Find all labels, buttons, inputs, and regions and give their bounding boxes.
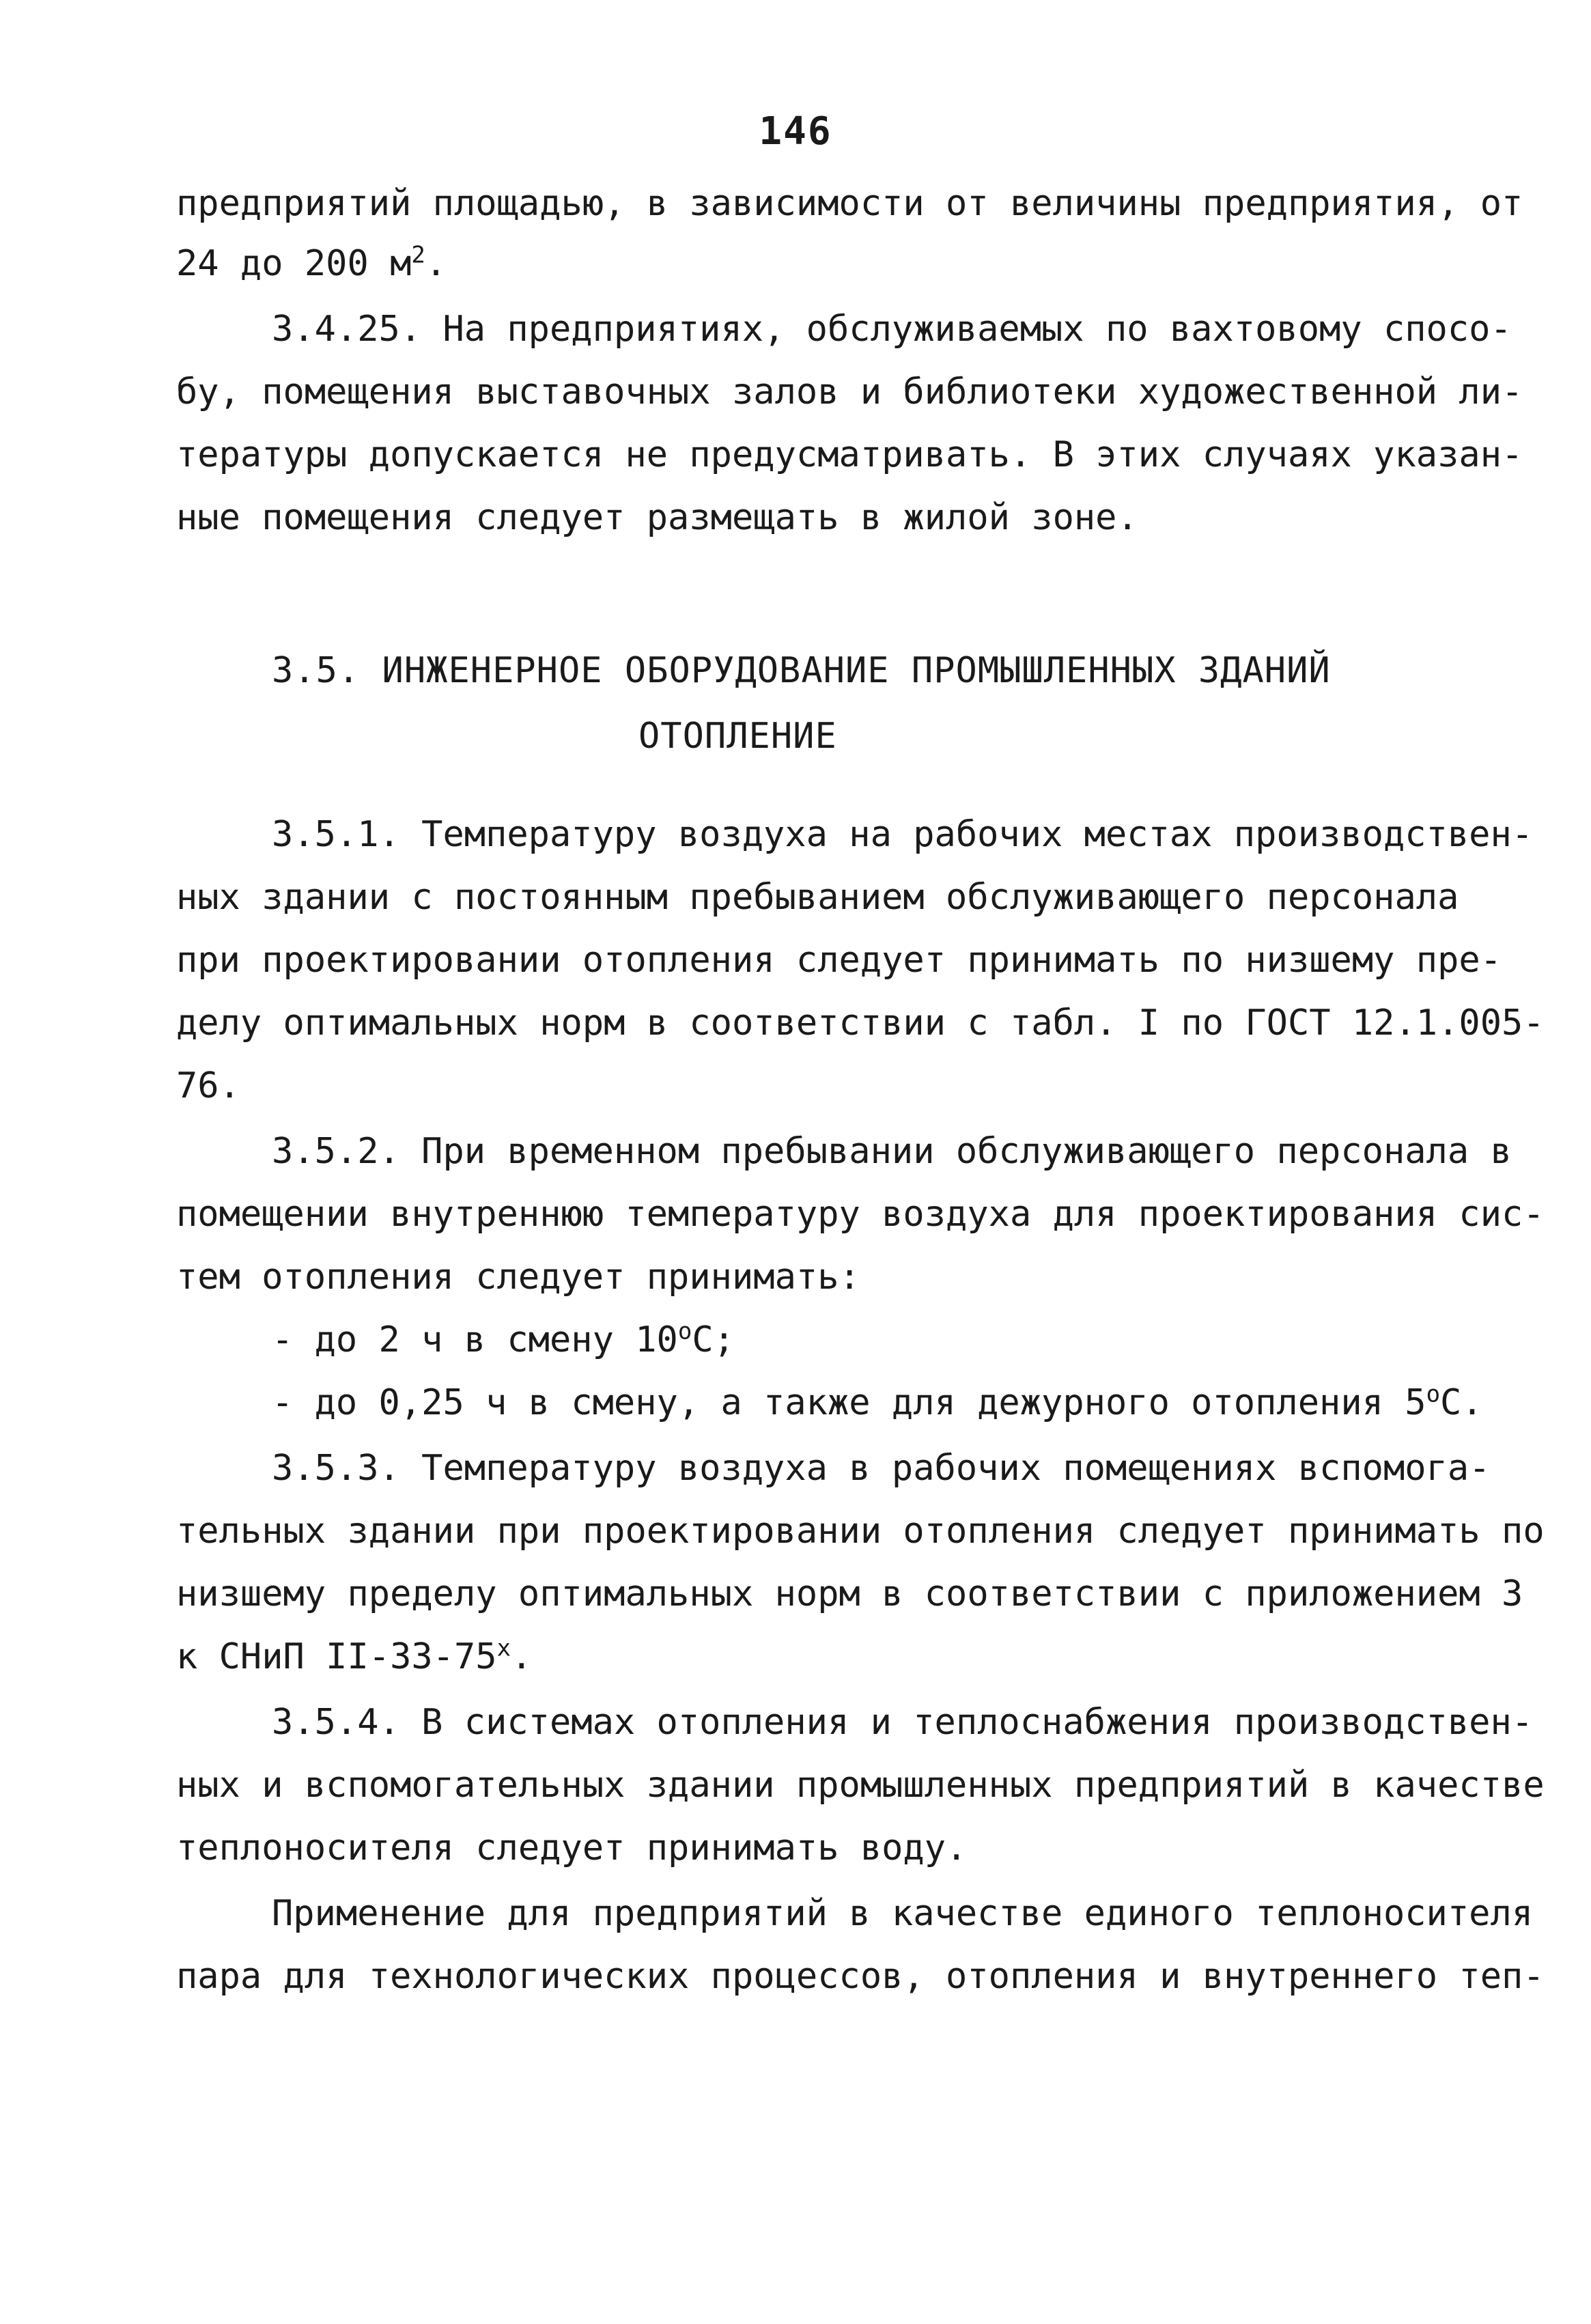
text-line-9: при проектировании отопления следует принимать по низшему пре- [176,940,1502,981]
text-line-7: 3.5.1. Температуру воздуха на рабочих местах производствен- [272,814,1534,855]
text-line-20-main: к СНиП II-33-75 [176,1636,497,1677]
text-line-13: помещении внутреннюю температуру воздуха для проектирования сис- [176,1194,1545,1235]
text-line-22: ных и вспомогательных здании промышленных предприятий в качестве [176,1765,1545,1806]
text-line-19: низшему пределу оптимальных норм в соответствии с приложением 3 [176,1573,1523,1614]
section-heading: 3.5. ИНЖЕНЕРНОЕ ОБОРУДОВАНИЕ ПРОМЫШЛЕННЫХ ЗДАНИЙ [272,650,1331,691]
text-line-8: ных здании с постоянным пребыванием обслуживающего персонала [176,877,1459,918]
text-line-23: теплоносителя следует принимать воду. [176,1828,968,1868]
text-line-4: бу, помещения выставочных залов и библиотеки художественной ли- [176,372,1523,412]
text-line-20 [176,1634,1446,1677]
text-line-15 [272,1317,1542,1360]
text-line-1: предприятий площадью, в зависимости от величины предприятия, от [176,183,1523,224]
text-line-16-suffix: С. [1440,1382,1483,1423]
text-line-12: 3.5.2. При временном пребывании обслуживающего персонала в [272,1131,1512,1172]
text-line-5: тературы допускается не предусматривать. В этих случаях указан- [176,434,1523,475]
text-line-17: 3.5.3. Температуру воздуха в рабочих помещениях вспомога- [272,1448,1491,1489]
degree-symbol-1: о [677,1317,692,1345]
text-line-2 [176,241,1446,284]
text-line-10: делу оптимальных норм в соответствии с табл. I по ГОСТ 12.1.005- [176,1003,1545,1044]
text-line-14: тем отопления следует принимать: [176,1257,860,1298]
text-line-25: пара для технологических процессов, отопления и внутреннего теп- [176,1956,1545,1997]
text-line-21: 3.5.4. В системах отопления и теплоснабжения производствен- [272,1702,1534,1743]
superscript-x: х [496,1634,511,1662]
degree-symbol-2: о [1426,1380,1441,1408]
superscript-2: 2 [411,241,425,269]
section-subheading: ОТОПЛЕНИЕ [638,716,837,757]
text-line-18: тельных здании при проектировании отопления следует принимать по [176,1511,1545,1552]
text-line-20-suffix: . [511,1636,533,1677]
text-line-16 [272,1380,1542,1423]
text-line-6: ные помещения следует размещать в жилой зоне. [176,497,1138,538]
page-number: 146 [759,109,832,154]
text-line-15-main: - до 2 ч в смену 10 [272,1319,678,1360]
text-line-15-suffix: С; [692,1319,735,1360]
text-line-2-suffix: . [425,243,447,284]
text-line-24: Применение для предприятий в качестве единого теплоносителя [272,1893,1534,1934]
text-line-11: 76. [176,1065,240,1106]
text-line-3: 3.4.25. На предприятиях, обслуживаемых по вахтовому спосо- [272,309,1512,350]
text-line-16-main: - до 0,25 ч в смену, а также для дежурного отопления 5 [272,1382,1426,1423]
text-line-2-main: 24 до 200 м [176,243,412,284]
